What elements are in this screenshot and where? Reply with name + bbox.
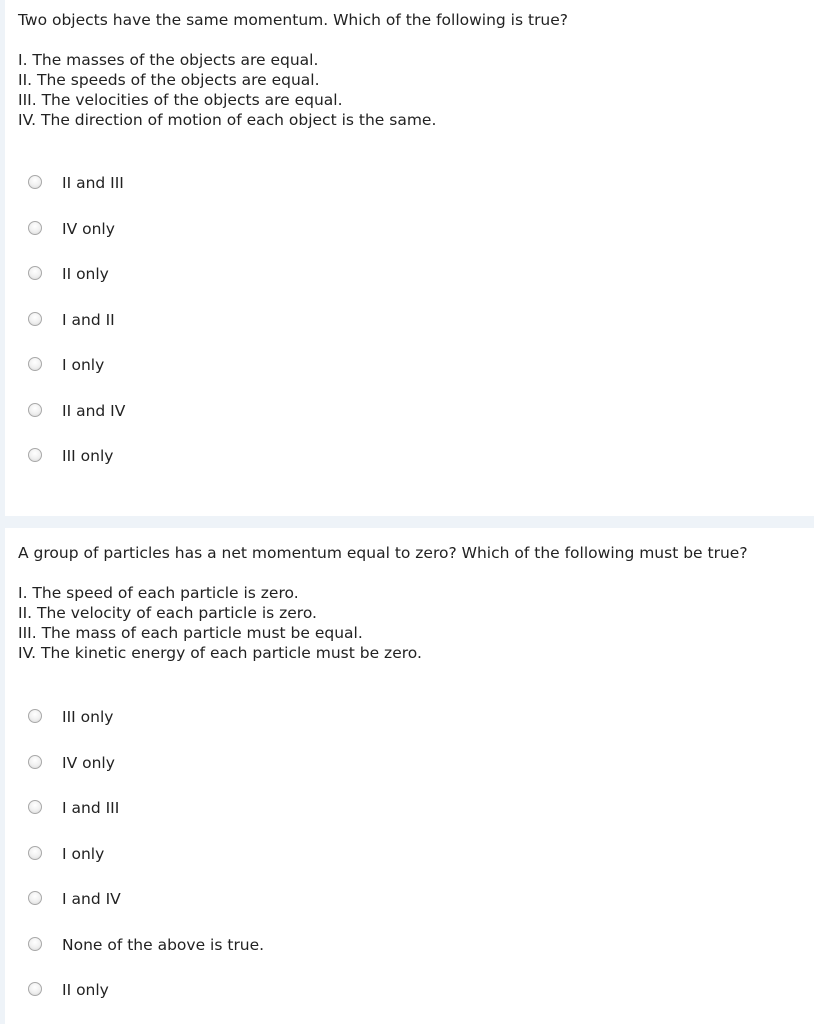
answer-option[interactable] [5, 793, 705, 823]
answer-option[interactable] [5, 702, 705, 732]
radio-button[interactable] [28, 800, 42, 814]
answer-option[interactable] [5, 214, 705, 244]
radio-button[interactable] [28, 403, 42, 417]
option-label: I only [62, 845, 105, 863]
answer-option[interactable] [5, 975, 705, 1005]
radio-button[interactable] [28, 709, 42, 723]
radio-button[interactable] [28, 982, 42, 996]
answer-option[interactable] [5, 930, 705, 960]
statement: IV. The direction of motion of each object is the same. [18, 111, 437, 129]
option-label: II and III [62, 174, 124, 192]
radio-button[interactable] [28, 891, 42, 905]
statement: II. The speeds of the objects are equal. [18, 71, 320, 89]
option-label: III only [62, 708, 114, 726]
statement: I. The masses of the objects are equal. [18, 51, 319, 69]
answer-option[interactable] [5, 441, 705, 471]
answer-option[interactable] [5, 884, 705, 914]
statement: III. The mass of each particle must be equal. [18, 624, 363, 642]
option-label: I and IV [62, 890, 121, 908]
radio-button[interactable] [28, 937, 42, 951]
option-label: II only [62, 265, 109, 283]
statement: IV. The kinetic energy of each particle must be zero. [18, 644, 422, 662]
radio-button[interactable] [28, 266, 42, 280]
question-prompt: A group of particles has a net momentum equal to zero? Which of the following must be true? [18, 544, 748, 562]
question-1 [5, 0, 814, 516]
statement-list [18, 50, 436, 130]
option-label: III only [62, 447, 114, 465]
option-label: None of the above is true. [62, 936, 265, 954]
statement: II. The velocity of each particle is zero. [18, 604, 317, 622]
answer-option[interactable] [5, 396, 705, 426]
radio-button[interactable] [28, 175, 42, 189]
option-label: II and IV [62, 402, 126, 420]
answer-option[interactable] [5, 748, 705, 778]
radio-button[interactable] [28, 755, 42, 769]
option-label: IV only [62, 754, 115, 772]
option-label: I only [62, 356, 105, 374]
statement: I. The speed of each particle is zero. [18, 584, 299, 602]
answer-option[interactable] [5, 259, 705, 289]
answer-option[interactable] [5, 168, 705, 198]
question-2 [5, 528, 814, 1024]
option-label: IV only [62, 220, 115, 238]
radio-button[interactable] [28, 357, 42, 371]
statement-list [18, 583, 422, 663]
radio-button[interactable] [28, 312, 42, 326]
answer-option[interactable] [5, 305, 705, 335]
radio-button[interactable] [28, 846, 42, 860]
radio-button[interactable] [28, 221, 42, 235]
answer-option[interactable] [5, 839, 705, 869]
answer-option[interactable] [5, 350, 705, 380]
option-label: II only [62, 981, 109, 999]
statement: III. The velocities of the objects are equal. [18, 91, 343, 109]
radio-button[interactable] [28, 448, 42, 462]
option-label: I and II [62, 311, 115, 329]
option-label: I and III [62, 799, 120, 817]
question-prompt: Two objects have the same momentum. Which of the following is true? [18, 11, 569, 29]
